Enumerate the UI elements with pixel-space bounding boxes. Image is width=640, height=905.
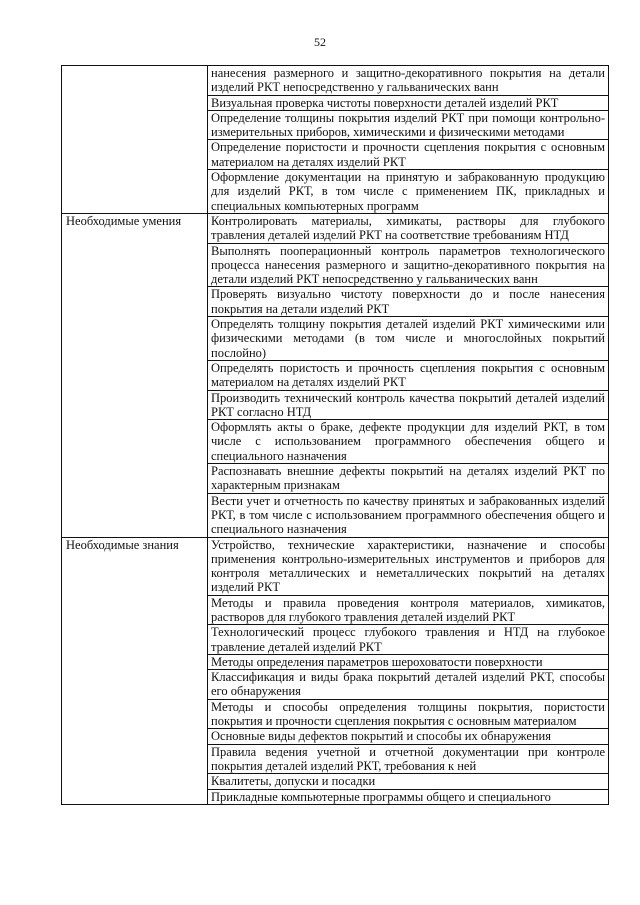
list-item: Распознавать внешние дефекты покрытий на деталях изделий РКТ по характерным признакам <box>208 464 609 494</box>
page-number: 52 <box>314 35 326 49</box>
list-item: Правила ведения учетной и отчетной документации при контроле покрытия деталей изделий РКТ, требования к ней <box>208 744 609 774</box>
list-item: Методы и правила проведения контроля материалов, химикатов, растворов для глубокого травления деталей изделий РКТ <box>208 595 609 625</box>
list-item: Контролировать материалы, химикаты, растворы для глубокого травления деталей изделий РКТ на соответствие требованиям НТД <box>208 213 609 243</box>
list-item: Определение пористости и прочности сцепления покрытия с основным материалом на деталях изделий РКТ <box>208 140 609 170</box>
table-row <box>62 537 609 595</box>
list-item: Устройство, технические характеристики, назначение и способы применения контрольно-измерительных инструментов и приборов для контроля металлических и неметаллических покрытий на деталях изделий РКТ <box>208 537 609 595</box>
list-item: нанесения размерного и защитно-декоративного покрытия на детали изделий РКТ непосредственно у гальванических ванн <box>208 66 609 96</box>
list-item: Определять толщину покрытия деталей изделий РКТ химическими или физическими методами (в том числе и многослойных покрытий послойно) <box>208 317 609 361</box>
list-item: Квалитеты, допуски и посадки <box>208 774 609 789</box>
section-label-skills: Необходимые умения <box>62 213 208 537</box>
table-row <box>62 66 609 96</box>
list-item: Визуальная проверка чистоты поверхности деталей изделий РКТ <box>208 95 609 110</box>
list-item: Прикладные компьютерные программы общего и специального <box>208 789 609 804</box>
list-item: Выполнять пооперационный контроль параметров технологического процесса нанесения размерного и защитно-декоративного покрытия на детали изделий РКТ непосредственно у гальванических ванн <box>208 243 609 287</box>
list-item: Вести учет и отчетность по качеству принятых и забракованных изделий РКТ, в том числе с использованием программного обеспечения общего и специального назначения <box>208 493 609 537</box>
list-item: Оформлять акты о браке, дефекте продукции для изделий РКТ, в том числе с использованием программного обеспечения общего и специального назначения <box>208 420 609 464</box>
list-item: Определение толщины покрытия изделий РКТ при помощи контрольно-измерительных приборов, химическими и физическими методами <box>208 110 609 140</box>
list-item: Оформление документации на принятую и забракованную продукцию для изделий РКТ, в том числе с применением ПК, прикладных и специальных компьютерных программ <box>208 170 609 214</box>
section-label-knowledge: Необходимые знания <box>62 537 208 804</box>
list-item: Методы определения параметров шероховатости поверхности <box>208 654 609 669</box>
list-item: Методы и способы определения толщины покрытия, пористости покрытия и прочности сцепления покрытия с основным материалом <box>208 699 609 729</box>
section-label <box>62 66 208 214</box>
list-item: Основные виды дефектов покрытий и способы их обнаружения <box>208 729 609 744</box>
list-item: Технологический процесс глубокого травления и НТД на глубокое травление деталей изделий РКТ <box>208 625 609 655</box>
list-item: Проверять визуально чистоту поверхности до и после нанесения покрытия на детали изделий РКТ <box>208 287 609 317</box>
list-item: Производить технический контроль качества покрытий деталей изделий РКТ согласно НТД <box>208 390 609 420</box>
list-item: Классификация и виды брака покрытий деталей изделий РКТ, способы его обнаружения <box>208 670 609 700</box>
table-row <box>62 213 609 243</box>
list-item: Определять пористость и прочность сцепления покрытия с основным материалом на деталях изделий РКТ <box>208 360 609 390</box>
requirements-table <box>61 65 609 805</box>
